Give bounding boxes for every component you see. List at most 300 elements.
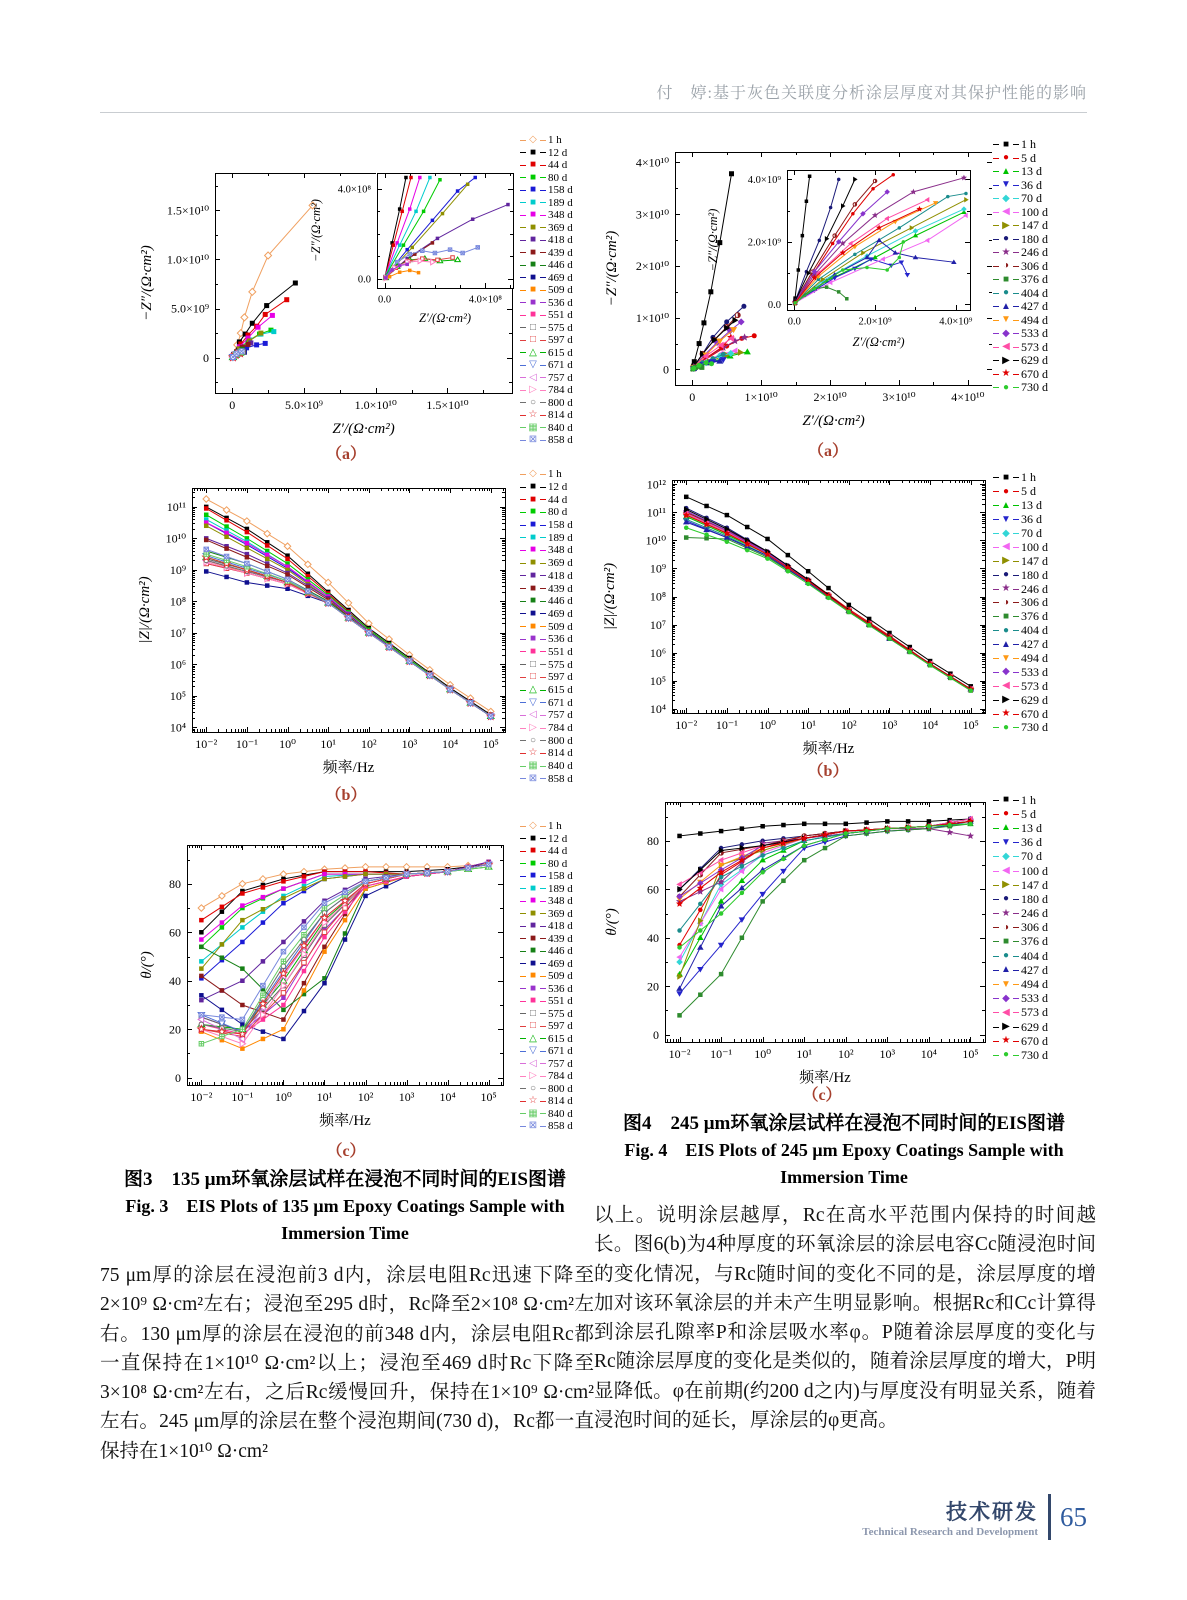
legend-label: 784 d	[548, 722, 573, 735]
legend-line	[540, 265, 546, 266]
legend-item	[520, 970, 573, 983]
legend-line	[540, 575, 546, 576]
legend-item	[520, 734, 573, 747]
legend-line	[1013, 630, 1019, 631]
legend-marker-icon: ■	[529, 493, 537, 505]
legend-marker-icon: ○	[529, 1082, 537, 1094]
legend-item	[993, 878, 1048, 892]
legend-line	[540, 639, 546, 640]
legend-label: 369 d	[548, 557, 573, 570]
legend-item	[993, 679, 1048, 693]
legend-item	[520, 920, 573, 933]
legend-label: 306 d	[1021, 595, 1048, 610]
legend-marker-icon: ◆	[1002, 192, 1010, 204]
legend-label: 573 d	[1021, 1005, 1048, 1020]
legend-line	[1013, 320, 1019, 321]
legend-label: 533 d	[1021, 664, 1048, 679]
legend-line	[540, 588, 546, 589]
legend-label: 575 d	[548, 321, 573, 334]
legend-label: 551 d	[548, 995, 573, 1008]
legend-marker-icon: ■	[1002, 935, 1010, 947]
fig3-panel-a-label: （a）	[325, 446, 366, 463]
legend-item	[993, 300, 1048, 314]
legend-line	[540, 863, 546, 864]
legend-item	[520, 696, 573, 709]
legend-line	[540, 340, 546, 341]
legend-label: 158 d	[548, 184, 573, 197]
legend-label: 180 d	[1021, 231, 1048, 246]
fig3-panel-c-label: （c）	[326, 1143, 366, 1160]
legend-line	[1013, 814, 1019, 815]
legend-label: 757 d	[548, 371, 573, 384]
legend-item	[520, 359, 573, 372]
legend-marker-icon: ■	[529, 857, 537, 869]
legend-line	[540, 988, 546, 989]
legend-marker-icon: ■	[529, 582, 537, 594]
legend-item	[520, 570, 573, 583]
legend-line	[540, 202, 546, 203]
legend-marker-icon: ▦	[528, 421, 538, 433]
legend-item	[520, 481, 573, 494]
legend-line	[540, 626, 546, 627]
legend-item	[993, 1006, 1048, 1020]
legend-line	[540, 1038, 546, 1039]
legend-label: 44 d	[548, 159, 568, 172]
legend-line	[540, 740, 546, 741]
legend-marker-icon: ■	[529, 519, 537, 531]
legend-label: 800 d	[548, 1082, 573, 1095]
legend-label: 376 d	[1021, 272, 1048, 287]
legend-label: 551 d	[548, 309, 573, 322]
legend-item	[993, 836, 1048, 850]
legend-line	[540, 140, 546, 141]
legend-item	[520, 620, 573, 633]
legend-label: 1 h	[1021, 137, 1036, 152]
legend-line	[540, 851, 546, 852]
legend-line	[1013, 171, 1019, 172]
legend-label: 418 d	[548, 569, 573, 582]
legend-label: 13 d	[1021, 164, 1042, 179]
legend-marker-icon: ●	[1002, 287, 1010, 299]
legend-label: 629 d	[1021, 692, 1048, 707]
legend-item	[520, 493, 573, 506]
legend-label: 670 d	[1021, 706, 1048, 721]
legend-item	[520, 531, 573, 544]
legend-item	[993, 1020, 1048, 1034]
legend-item	[520, 709, 573, 722]
legend-marker-icon: ■	[529, 184, 537, 196]
legend-line	[540, 177, 546, 178]
fig3-caption-en2: Immersion Time	[281, 1223, 409, 1243]
legend-marker-icon: ●	[1002, 569, 1010, 581]
legend-marker-icon: ◀	[1002, 865, 1010, 877]
legend-marker-icon: ■	[529, 309, 537, 321]
legend-marker-icon: □	[529, 1020, 537, 1032]
fig3a-legend	[520, 134, 573, 447]
legend-item	[993, 864, 1048, 878]
legend-label: 439 d	[548, 582, 573, 595]
legend-line	[540, 1126, 546, 1127]
legend-line	[540, 302, 546, 303]
legend-line	[1013, 998, 1019, 999]
legend-marker-icon: ●	[1002, 485, 1010, 497]
legend-marker-icon: ▼	[1001, 513, 1011, 525]
legend-item	[993, 165, 1048, 179]
legend-label: 615 d	[548, 346, 573, 359]
legend-marker-icon: ☆	[528, 1095, 538, 1107]
legend-line	[540, 664, 546, 665]
legend-label: 573 d	[1021, 339, 1048, 354]
legend-label: 44 d	[548, 493, 568, 506]
legend-marker-icon: ■	[529, 481, 537, 493]
legend-label: 784 d	[548, 1070, 573, 1083]
legend-item	[993, 638, 1048, 652]
legend-item	[993, 273, 1048, 287]
legend-label: 158 d	[548, 870, 573, 883]
legend-line	[540, 402, 546, 403]
legend-item	[520, 334, 573, 347]
fig3-caption-en1: Fig. 3 EIS Plots of 135 μm Epoxy Coatings Sample with	[125, 1196, 565, 1216]
legend-line	[540, 152, 546, 153]
legend-line	[540, 1051, 546, 1052]
legend-line	[540, 165, 546, 166]
legend-item	[520, 309, 573, 322]
fig3a_inset-chart-canvas	[310, 140, 522, 342]
legend-marker-icon: △	[529, 684, 537, 696]
legend-label: 814 d	[548, 1095, 573, 1108]
legend-marker-icon: ■	[529, 982, 537, 994]
legend-line	[540, 715, 546, 716]
legend-marker-icon: ⊠	[528, 434, 538, 446]
legend-label: 730 d	[1021, 1047, 1048, 1062]
legend-line	[1013, 672, 1019, 673]
page-number: 65	[1060, 1501, 1087, 1532]
legend-label: 840 d	[548, 1107, 573, 1120]
body-paragraph-left: 75 μm厚的涂层在浸泡前3 d内，涂层电阻Rc迅速下降至2×10⁹ Ω·cm²左右；浸泡至295 d时，Rc降至2×10⁸ Ω·cm²左右。130 μm厚的涂层在浸泡的前348 d内，涂层电阻Rc都一直保持在1×10¹⁰ Ω·cm²以上；浸泡至469 d时Rc下降至3×10⁸ Ω·cm²左右，之后Rc缓慢回升，保持在1×10⁹ Ω·cm²左右。245 μm厚的涂层在整个浸泡期间(730 d)，Rc都一直保持在1×10¹⁰ Ω·cm²	[100, 1265, 594, 1462]
legend-item	[520, 1045, 573, 1058]
legend-label: 70 d	[1021, 849, 1042, 864]
legend-item	[993, 138, 1048, 152]
legend-item	[993, 381, 1048, 395]
legend-line	[540, 766, 546, 767]
legend-marker-icon: ◁	[529, 709, 537, 721]
legend-label: 1 h	[548, 820, 562, 833]
fig4b-chart-canvas	[600, 455, 992, 792]
legend-marker-icon: ●	[1002, 233, 1010, 245]
legend-marker-icon: ◀	[1002, 341, 1010, 353]
legend-marker-icon: ■	[529, 557, 537, 569]
legend-item	[520, 1008, 573, 1021]
legend-item	[520, 833, 573, 846]
legend-marker-icon: ★	[1001, 708, 1011, 720]
fig4-caption-cn: 图4 245 μm环氧涂层试样在浸泡不同时间的EIS图谱	[623, 1113, 1065, 1134]
legend-marker-icon: ★	[1001, 368, 1011, 380]
legend-item	[993, 707, 1048, 721]
legend-marker-icon: ■	[1002, 138, 1010, 150]
legend-line	[1013, 885, 1019, 886]
legend-item	[993, 554, 1048, 568]
fig3-caption	[98, 1166, 592, 1247]
legend-label: 80 d	[548, 506, 568, 519]
legend-label: 180 d	[1021, 567, 1048, 582]
footer-divider-bar	[1048, 1494, 1051, 1540]
legend-marker-icon: ■	[529, 995, 537, 1007]
legend-line	[1013, 1012, 1019, 1013]
legend-item	[520, 557, 573, 570]
legend-line	[1013, 266, 1019, 267]
legend-label: 404 d	[1021, 948, 1048, 963]
legend-label: 533 d	[1021, 326, 1048, 341]
legend-label: 800 d	[548, 734, 573, 747]
legend-line	[1013, 644, 1019, 645]
legend-label: 671 d	[548, 359, 573, 372]
legend-item	[520, 760, 573, 773]
legend-marker-icon: ▼	[1001, 836, 1011, 848]
legend-line	[540, 1001, 546, 1002]
legend-item	[993, 471, 1048, 485]
legend-marker-icon: ■	[529, 531, 537, 543]
legend-label: 671 d	[548, 1045, 573, 1058]
legend-label: 439 d	[548, 932, 573, 945]
legend-item	[993, 314, 1048, 328]
legend-marker-icon: ●	[1002, 950, 1010, 962]
legend-marker-icon: ▼	[1001, 314, 1011, 326]
legend-line	[540, 938, 546, 939]
fig3-panel-b-label: （b）	[325, 787, 367, 804]
legend-item	[520, 1083, 573, 1096]
legend-item	[993, 582, 1048, 596]
legend-label: 70 d	[1021, 191, 1042, 206]
legend-line	[1013, 941, 1019, 942]
legend-label: 629 d	[1021, 353, 1048, 368]
legend-label: 800 d	[548, 396, 573, 409]
legend-line	[540, 277, 546, 278]
legend-item	[993, 485, 1048, 499]
legend-label: 306 d	[1021, 920, 1048, 935]
legend-marker-icon: ■	[529, 907, 537, 919]
legend-marker-icon: ◑	[1002, 921, 1010, 933]
legend-label: 376 d	[1021, 609, 1048, 624]
legend-line	[540, 537, 546, 538]
legend-marker-icon: ■	[529, 932, 537, 944]
legend-item	[993, 935, 1048, 949]
legend-label: 575 d	[548, 658, 573, 671]
legend-item	[993, 1034, 1048, 1048]
legend-line	[1013, 279, 1019, 280]
legend-item	[993, 693, 1048, 707]
legend-marker-icon: ■	[529, 284, 537, 296]
legend-label: 597 d	[548, 334, 573, 347]
legend-line	[540, 315, 546, 316]
legend-item	[520, 633, 573, 646]
legend-label: 348 d	[548, 895, 573, 908]
legend-item	[993, 907, 1048, 921]
legend-label: 418 d	[548, 920, 573, 933]
legend-marker-icon: ▷	[529, 722, 537, 734]
legend-marker-icon: ■	[529, 171, 537, 183]
legend-label: 44 d	[548, 845, 568, 858]
legend-item	[993, 992, 1048, 1006]
legend-line	[540, 1101, 546, 1102]
legend-item	[520, 159, 573, 172]
legend-item	[520, 858, 573, 871]
legend-marker-icon: ▲	[1001, 165, 1011, 177]
legend-label: 369 d	[548, 221, 573, 234]
legend-line	[540, 377, 546, 378]
legend-label: 509 d	[548, 284, 573, 297]
legend-line	[540, 677, 546, 678]
legend-item	[520, 234, 573, 247]
legend-marker-icon: ▷	[529, 384, 537, 396]
legend-item	[520, 671, 573, 684]
legend-marker-icon: ■	[529, 633, 537, 645]
legend-marker-icon: ▶	[1002, 555, 1010, 567]
legend-marker-icon: ●	[1002, 721, 1010, 733]
legend-line	[540, 427, 546, 428]
legend-label: 100 d	[1021, 863, 1048, 878]
legend-marker-icon: ◆	[1002, 527, 1010, 539]
legend-label: 446 d	[548, 259, 573, 272]
legend-marker-icon: ◑	[1002, 260, 1010, 272]
legend-line	[540, 913, 546, 914]
legend-line	[1013, 533, 1019, 534]
legend-item	[520, 247, 573, 260]
fig4-panel-b-label: （b）	[807, 763, 849, 780]
legend-marker-icon: ■	[529, 221, 537, 233]
legend-item	[993, 287, 1048, 301]
legend-label: 840 d	[548, 760, 573, 773]
legend-marker-icon: ◆	[1002, 327, 1010, 339]
legend-marker-icon: ■	[529, 882, 537, 894]
legend-marker-icon: ●	[1002, 1049, 1010, 1061]
legend-line	[1013, 505, 1019, 506]
legend-item	[520, 684, 573, 697]
legend-line	[1013, 333, 1019, 334]
legend-line	[1013, 519, 1019, 520]
legend-line	[1013, 714, 1019, 715]
legend-marker-icon: □	[529, 671, 537, 683]
legend-label: 306 d	[1021, 258, 1048, 273]
legend-label: 12 d	[548, 832, 568, 845]
legend-label: 494 d	[1021, 651, 1048, 666]
legend-marker-icon: ▷	[529, 1070, 537, 1082]
legend-line	[540, 728, 546, 729]
legend-line	[540, 1088, 546, 1089]
legend-marker-icon: ▦	[528, 1107, 538, 1119]
fig3c-legend	[520, 820, 573, 1133]
legend-line	[540, 778, 546, 779]
legend-item	[993, 568, 1048, 582]
legend-item	[993, 179, 1048, 193]
legend-item	[520, 284, 573, 297]
legend-label: 670 d	[1021, 1033, 1048, 1048]
legend-line	[1013, 575, 1019, 576]
legend-line	[1013, 239, 1019, 240]
legend-line	[540, 440, 546, 441]
legend-item	[520, 1070, 573, 1083]
legend-item	[993, 152, 1048, 166]
legend-label: 12 d	[548, 146, 568, 159]
legend-label: 348 d	[548, 209, 573, 222]
legend-line	[1013, 360, 1019, 361]
legend-marker-icon: ◇	[529, 820, 537, 832]
legend-line	[1013, 477, 1019, 478]
legend-label: 13 d	[1021, 498, 1042, 513]
legend-label: 418 d	[548, 234, 573, 247]
legend-item	[993, 624, 1048, 638]
legend-item	[993, 977, 1048, 991]
legend-item	[520, 747, 573, 760]
legend-line	[540, 901, 546, 902]
legend-line	[1013, 927, 1019, 928]
legend-label: 36 d	[1021, 177, 1042, 192]
legend-item	[520, 1058, 573, 1071]
legend-line	[540, 963, 546, 964]
legend-line	[540, 327, 546, 328]
legend-line	[540, 352, 546, 353]
legend-line	[1013, 1055, 1019, 1056]
legend-label: 147 d	[1021, 218, 1048, 233]
legend-line	[1013, 547, 1019, 548]
fig4c-chart-canvas	[600, 780, 992, 1117]
legend-item	[520, 222, 573, 235]
legend-label: 536 d	[548, 633, 573, 646]
legend-label: 246 d	[1021, 245, 1048, 260]
legend-item	[520, 409, 573, 422]
legend-line	[540, 1026, 546, 1027]
legend-item	[993, 1048, 1048, 1062]
legend-label: 469 d	[548, 607, 573, 620]
legend-marker-icon: ■	[529, 146, 537, 158]
legend-marker-icon: ■	[1002, 471, 1010, 483]
legend-label: 629 d	[1021, 1019, 1048, 1034]
legend-label: 1 h	[1021, 792, 1036, 807]
legend-marker-icon: ●	[1002, 624, 1010, 636]
legend-marker-icon: ■	[529, 259, 537, 271]
legend-marker-icon: ▲	[1001, 638, 1011, 650]
legend-marker-icon: ★	[1001, 583, 1011, 595]
legend-label: 469 d	[548, 271, 573, 284]
legend-marker-icon: ☆	[528, 747, 538, 759]
legend-line	[1013, 602, 1019, 603]
legend-item	[520, 297, 573, 310]
legend-item	[993, 246, 1048, 260]
legend-label: 597 d	[548, 671, 573, 684]
legend-label: 814 d	[548, 409, 573, 422]
legend-marker-icon: □	[529, 334, 537, 346]
legend-marker-icon: ◀	[1002, 206, 1010, 218]
legend-line	[1013, 198, 1019, 199]
legend-item	[520, 658, 573, 671]
legend-line	[1013, 616, 1019, 617]
legend-line	[1013, 899, 1019, 900]
legend-marker-icon: ▲	[1001, 964, 1011, 976]
legend-line	[540, 252, 546, 253]
running-head: 付 婷:基于灰色关联度分析涂层厚度对其保护性能的影响	[656, 85, 1087, 102]
legend-item	[520, 134, 573, 147]
legend-item	[520, 646, 573, 659]
legend-marker-icon: ■	[529, 209, 537, 221]
legend-label: 536 d	[548, 982, 573, 995]
legend-label: 158 d	[548, 519, 573, 532]
legend-item	[520, 595, 573, 608]
legend-label: 615 d	[548, 684, 573, 697]
legend-label: 551 d	[548, 645, 573, 658]
legend-line	[1013, 306, 1019, 307]
legend-marker-icon: ◑	[1002, 596, 1010, 608]
legend-item	[520, 983, 573, 996]
legend-item	[520, 259, 573, 272]
